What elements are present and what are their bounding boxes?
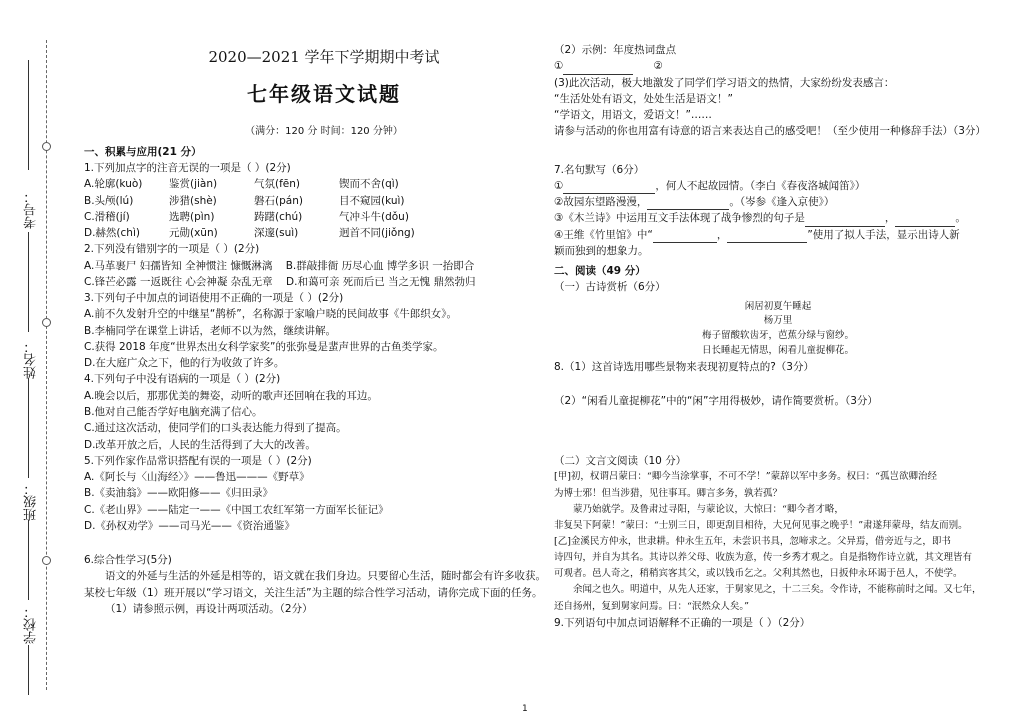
option-cell: 气冲斗牛(dǒu): [339, 210, 409, 223]
recite-line: [554, 210, 1002, 226]
option-line: [84, 258, 524, 274]
classical-text-jia: [554, 469, 1002, 534]
line-text: ”使用了拟人手法，显示出诗人新: [807, 228, 960, 241]
label-banji: 班级：: [24, 482, 39, 521]
line-text: ，: [716, 228, 728, 241]
option-cell: D.赫然(chì): [84, 227, 140, 240]
classical-text-yi: [554, 534, 1002, 615]
option-b: B.《卖油翁》——欧阳修——《归田录》: [84, 487, 274, 500]
label-xingming: 姓名：: [24, 340, 39, 379]
line-text: ②故园东望路漫漫，: [554, 196, 648, 209]
option-cell: 涉猎(shè): [169, 194, 217, 207]
option-d: D.在大庭广众之下，他的行为收敛了许多。: [84, 357, 285, 370]
poem-title: 闲居初夏午睡起: [744, 300, 812, 312]
sub-section: （一）古诗赏析（6分）: [554, 281, 666, 294]
option-row: [84, 193, 524, 209]
exam-title: 2020—2021 学年下学期期中考试: [208, 48, 440, 66]
line-text: ④王维《竹里馆》中“: [554, 228, 653, 241]
option-c: C.获得 2018 年度“世界杰出女科学家奖”的张弥曼是蜚声世界的古鱼类学家。: [84, 340, 444, 353]
option-a: A.前不久发射升空的中继星“鹊桥”，名称源于家喻户晓的民间故事《牛郎织女》。: [84, 308, 457, 321]
sub-question: （2）示例：年度热词盘点: [554, 44, 677, 56]
option-d: D.和蔼可亲 死而后已 当之无愧 鼎然勃归: [286, 275, 476, 288]
text-line: 非复吴下阿蒙！”蒙曰：“士别三日，即更刮目相待，大兄何见事之晚乎！”肃遂拜蒙母，结友而别。: [554, 519, 968, 531]
recite-line: 颖而独到的想象力。: [554, 244, 649, 257]
line-text: ①: [554, 179, 564, 192]
answer-blank[interactable]: [647, 198, 729, 210]
right-column: [554, 0, 1002, 631]
binding-margin: [0, 0, 60, 722]
option-cell: 磐石(pán): [254, 194, 303, 207]
left-column: [84, 0, 546, 617]
question-stem: 1.下列加点字的注音无误的一项是（ ）(2分): [84, 162, 291, 175]
line-text: ③《木兰诗》中运用互文手法体现了战争惨烈的句子是: [554, 212, 805, 225]
option-a: A.《阿长与〈山海经〉》——鲁迅———《野草》: [84, 471, 310, 484]
binding-rule: [28, 232, 30, 332]
binding-hole: [42, 142, 51, 151]
recite-line: [554, 227, 1002, 243]
subject-title: 七年级语文试题: [247, 82, 401, 107]
quote: “学语文，用语文，爱语文！”……: [554, 109, 712, 122]
text-line: 还自扬州，复到舅家问焉。曰：“泯然众人矣。”: [554, 600, 749, 612]
sub-question: (3)此次活动，极大地激发了同学们学习语文的热情，大家纷纷发表感言：: [554, 76, 895, 89]
question-stem: 2.下列没有错别字的一项是（ ）(2分): [84, 243, 260, 256]
sub-section: （二）文言文阅读（10 分）: [554, 455, 687, 468]
sub-question: 请参与活动的你也用富有诗意的语言来表达自己的感受吧！（至少使用一种修辞手法）（3分）: [554, 125, 986, 138]
option-cell: 气氛(fēn): [254, 178, 301, 191]
answer-blank[interactable]: [805, 215, 885, 227]
answer-blank[interactable]: [895, 215, 955, 227]
section-heading: 一、积累与应用(21 分）: [84, 145, 202, 158]
recite-line: [554, 178, 1002, 194]
section-heading: 二、阅读（49 分）: [554, 265, 646, 278]
option-cell: 迥首不同(jiǒng): [339, 227, 415, 240]
sub-question: （1）请参照示例，再设计两项活动。（2分）: [105, 602, 313, 615]
option-row: [84, 225, 524, 241]
seal-line: [46, 40, 47, 690]
option-cell: 深邃(suì): [254, 227, 299, 240]
line-text: 。（岑参《逢入京使》）: [729, 196, 835, 209]
question-paragraph: 语文的外延与生活的外延是相等的，语文就在我们身边。只要留心生活，随时都会有许多收获。: [105, 570, 546, 583]
binding-hole: [42, 556, 51, 565]
option-b: B.他对自己能否学好电脑充满了信心。: [84, 406, 263, 418]
option-line: [84, 274, 524, 290]
option-c: C.通过这次活动，使同学们的口头表达能力得到了提高。: [84, 422, 347, 435]
question-stem: 8.（1）这首诗选用哪些景物来表现初夏特点的?（3分）: [554, 360, 814, 373]
option-cell: 选聘(pìn): [169, 210, 215, 223]
binding-hole: [42, 318, 51, 327]
option-a: A.晚会以后，那那优美的舞姿，动听的歌声还回响在我的耳边。: [84, 389, 378, 402]
text-line: 可观者。邑人奇之，稍稍宾客其父，或以钱币乞之。父利其然也，日扳仲永环谒于邑人，不使学。: [554, 568, 963, 580]
label-xuexiao: 学校：: [24, 605, 39, 644]
question-paragraph: 某校七年级（1）班开展以“学习语文，关注生活”为主题的综合性学习活动，请你完成下面的任务。: [84, 586, 543, 599]
question-stem: （2）“闲看儿童捉柳花”中的“闲”字用得极妙，请作简要赏析。（3分）: [554, 394, 878, 407]
blank-label: ②: [653, 60, 663, 73]
blank-label: ①: [554, 60, 564, 73]
answer-blank[interactable]: [653, 231, 717, 243]
label-kaohao: 考号：: [24, 190, 39, 229]
option-b: B.群敲排衙 历尽心血 博学多识 一抬即合: [285, 259, 475, 272]
option-cell: A.轮廓(kuò): [84, 178, 143, 191]
option-d: D.改革开放之后，人民的生活得到了大大的改善。: [84, 438, 316, 451]
answer-blank[interactable]: [727, 231, 807, 243]
exam-meta: （满分：120 分 时间：120 分钟）: [245, 126, 403, 138]
poem-line: 梅子留酸软齿牙，芭蕉分绿与窗纱。: [701, 330, 854, 342]
answer-blank[interactable]: [563, 182, 655, 194]
question-stem: 3.下列句子中加点的词语使用不正确的一项是（ ）(2分): [84, 292, 344, 305]
option-row: [84, 176, 524, 192]
text-line: 蒙乃始就学。及鲁肃过寻阳，与蒙论议，大惊曰：“卿今者才略，: [573, 503, 844, 515]
answer-blank[interactable]: [563, 63, 633, 75]
question-stem: 4.下列句子中没有语病的一项是（ ）(2分): [84, 373, 281, 386]
page-number: 1: [522, 704, 528, 714]
option-d: D.《孙权劝学》——司马光——《资治通鉴》: [84, 519, 295, 532]
option-cell: B.头颅(lú): [84, 194, 134, 207]
question-stem: 6.综合性学习(5分): [84, 554, 172, 567]
line-text: 。: [955, 212, 966, 225]
option-cell: 目不窥园(kuì): [339, 194, 405, 207]
recite-line: [554, 194, 1002, 210]
line-text: ，: [884, 212, 896, 225]
question-stem: 5.下列作家作品常识搭配有误的一项是（ ）(2分): [84, 454, 312, 467]
option-c: C.《老山界》——陆定一——《中国工农红军第一方面军长征记》: [84, 503, 389, 516]
option-row: [84, 209, 524, 225]
text-line: 余闻之也久。明道中，从先人还家，于舅家见之，十二三矣。令作诗，不能称前时之闻。又七年，: [573, 584, 982, 596]
option-c: C.锋芒必露 一返既往 心会神凝 杂乱无章: [84, 275, 273, 288]
line-text: ，何人不起故园情。（李白《春夜洛城闻笛》）: [655, 179, 866, 192]
option-cell: 元勋(xūn): [169, 227, 218, 240]
text-line: [乙]金溪民方仲永，世隶耕。仲永生五年，未尝识书具，忽啼求之。父异焉，借旁近与之，即书: [554, 535, 951, 547]
binding-rule: [28, 520, 30, 600]
text-line: 为博士邪！但当涉猎，见往事耳。卿言多务，孰若孤？: [554, 487, 783, 499]
poem-author: 杨万里: [763, 315, 793, 327]
text-line: 诗四句，并自为其名。其诗以养父母、收族为意，传一乡秀才观之。自是指物作诗立就，其文理皆有: [554, 552, 973, 564]
binding-rule: [28, 378, 30, 478]
question-stem: 7.名句默写（6分）: [554, 163, 645, 176]
option-b: B.李楠同学在课堂上讲话，老师不以为然，继续讲解。: [84, 324, 337, 337]
binding-rule: [28, 645, 30, 695]
binding-rule: [28, 60, 30, 170]
poem-line: 日长睡起无情思，闲看儿童捉柳花。: [701, 344, 854, 356]
text-line: [甲]初，权谓吕蒙曰：“卿今当涂掌事，不可不学！”蒙辞以军中多务。权曰：“孤岂欲卿治经: [554, 471, 937, 483]
option-cell: 踌躇(chú): [254, 210, 303, 223]
answer-blanks: [554, 58, 1002, 74]
option-cell: 锲而不舍(qì): [339, 178, 399, 191]
quote: “生活处处有语文，处处生活是语文！”: [554, 92, 733, 105]
option-cell: C.滑稽(jí): [84, 210, 130, 223]
option-cell: 鉴赏(jiàn): [169, 178, 218, 191]
question-stem: 9.下列语句中加点词语解释不正确的一项是（ ）（2分）: [554, 616, 811, 629]
option-a: A.马革裹尸 妇孺皆知 全神惯注 慷慨淋漓: [84, 259, 273, 272]
